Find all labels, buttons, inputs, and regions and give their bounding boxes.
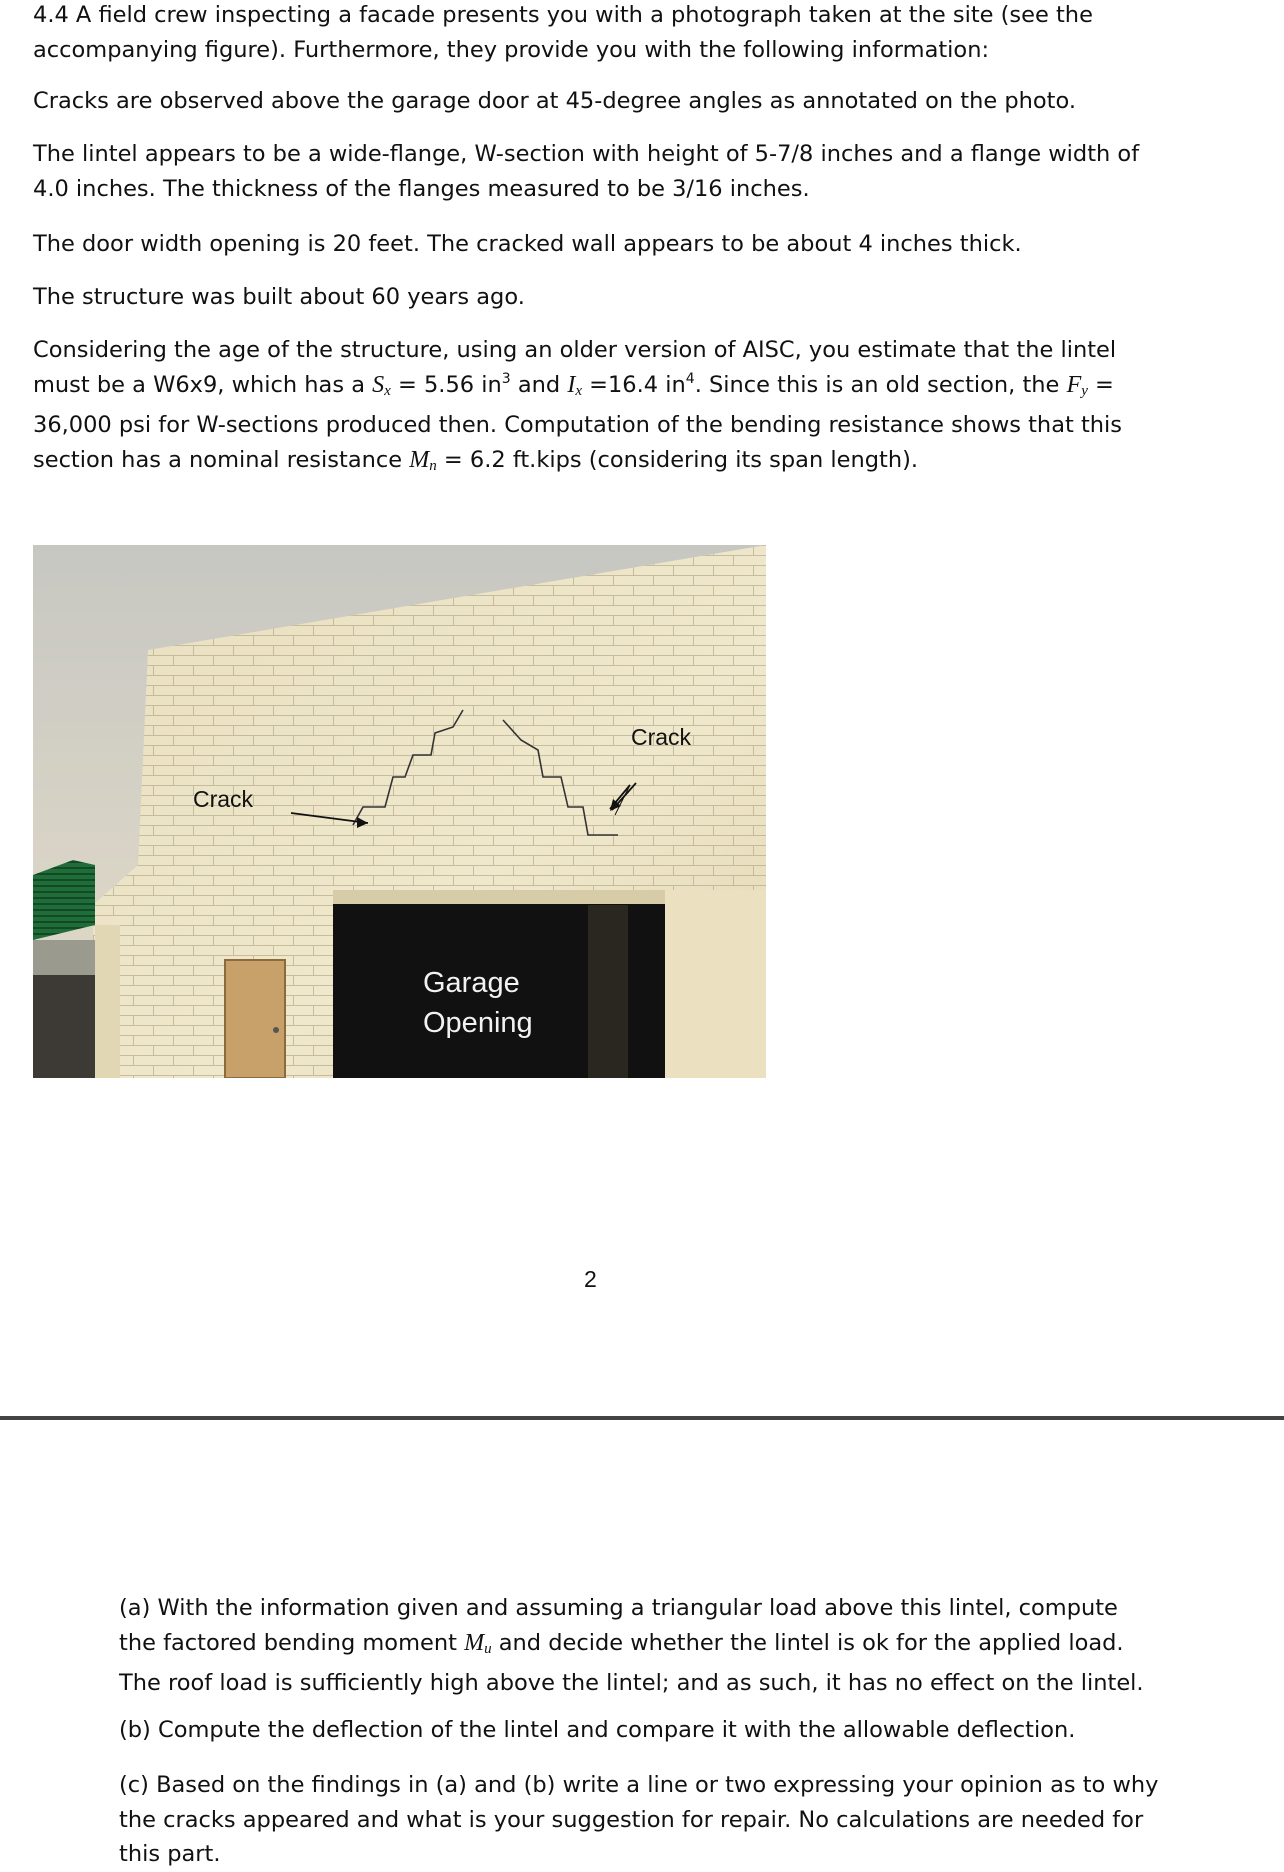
door-width-text: The door width opening is 20 feet. The cracked wall appears to be about 4 inches thick. — [33, 231, 1022, 257]
garage-label-line2: Opening — [423, 1007, 533, 1039]
garage-label-line1: Garage — [423, 967, 520, 999]
section-properties-text: Considering the age of the structure, using an older version of AISC, you estimate that the lintel must be a W6x9, which has a $S_x = 5.56$ $in^3$ and $I_x =16.4$ $in^4$. Since this is an old section, the $F_y = 36,000$ psi for W-sections produced then. Computation of the bending resistance shows that this section has a nominal resistance $M_n = 6.2$ ft.kips (considering its span length). — [33, 337, 1123, 474]
facade-photo — [33, 545, 766, 1078]
question-a: (a) With the information given and assuming a triangular load above this lintel, compute the factored bending moment $M_u$ and decide whether the lintel is ok for the applied load. The roof load is sufficiently high above the lintel; and as such, it has no effect on the lintel. — [119, 1595, 1144, 1696]
crack-label-right: Crack — [631, 724, 692, 750]
cracks-observation: Cracks are observed above the garage door at 45-degree angles as annotated on the photo. — [33, 88, 1077, 114]
lintel-description: The lintel appears to be a wide-flange, W-section with height of 5-7/8 inches and a flange width of 4.0 inches. The thickness of the flanges measured to be 3/16 inches. — [33, 141, 1140, 202]
question-c: (c) Based on the findings in (a) and (b) write a line or two expressing your opinion as to why the cracks appeared and what is your suggestion for repair. No calculations are needed for this part. — [119, 1772, 1159, 1867]
page-divider — [0, 1416, 1284, 1420]
page-number: 2 — [584, 1266, 597, 1292]
crack-label-left: Crack — [193, 786, 254, 812]
structure-age-text: The structure was built about 60 years ago. — [33, 284, 525, 310]
question-b: (b) Compute the deflection of the lintel and compare it with the allowable deflection. — [119, 1717, 1076, 1743]
problem-intro: 4.4 A field crew inspecting a facade presents you with a photograph taken at the site (see the accompanying figure). Furthermore, they provide you with the following information: — [33, 2, 1093, 63]
